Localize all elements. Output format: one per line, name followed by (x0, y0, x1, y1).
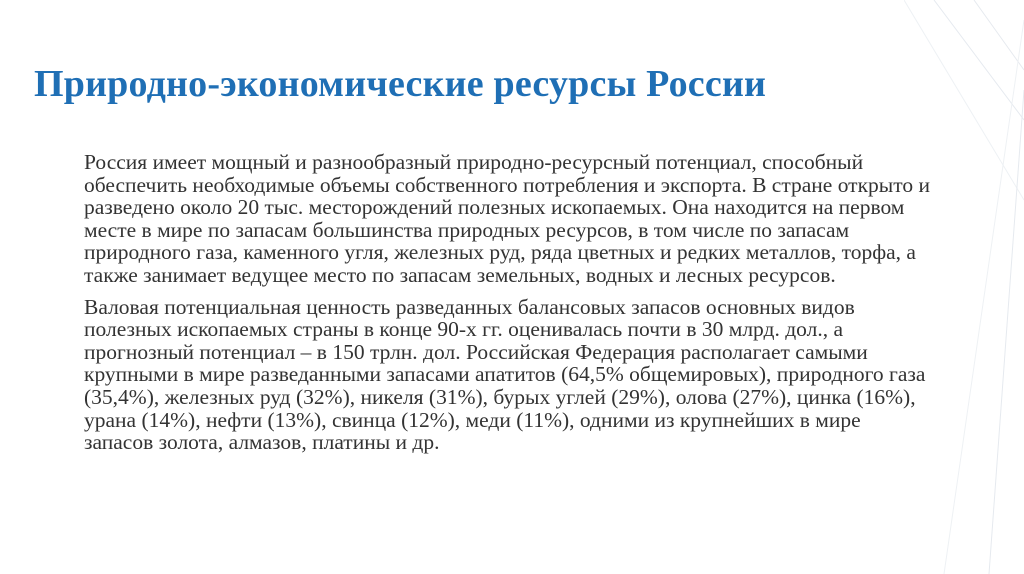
deco-line-1 (934, 0, 1024, 120)
paragraph-2: Валовая потенциальная ценность разведанных балансовых запасов основных видов полезных ископаемых страны в конце 90-х гг. оценивалась почти в 30 млрд. дол., а прогнозный потенциал – в 150 трлн. дол. Российская Федерация располагает самыми крупными в мире разведанными запасами апатитов (64,5% общемировых), природного газа (35,4%), железных руд (32%), никеля (31%), бурых углей (29%), олова (27%), цинка (16%), урана (14%), нефти (13%), свинца (12%), меди (11%), одними из крупнейших в мире запасов золота, алмазов, платины и др. (84, 294, 926, 455)
paragraph-1: Россия имеет мощный и разнообразный природно-ресурсный потенциал, способный обеспечить необходимые объемы собственного потребления и экспорта. В стране открыто и разведено около 20 тыс. месторождений полезных ископаемых. Она находится на первом месте в мире по запасам большинства природных ресурсов, в том числе по запасам природного газа, каменного угля, железных руд, ряда цветных и редких металлов, торфа, а также занимает ведущее место по запасам земельных, водных и лесных ресурсов. (84, 150, 930, 287)
deco-line-4 (944, 20, 1024, 574)
deco-line-2 (974, 0, 1024, 70)
slide-body (72, 151, 932, 463)
slide-title: Природно-экономические ресурсы России (34, 63, 767, 105)
deco-line-5 (989, 90, 1024, 574)
